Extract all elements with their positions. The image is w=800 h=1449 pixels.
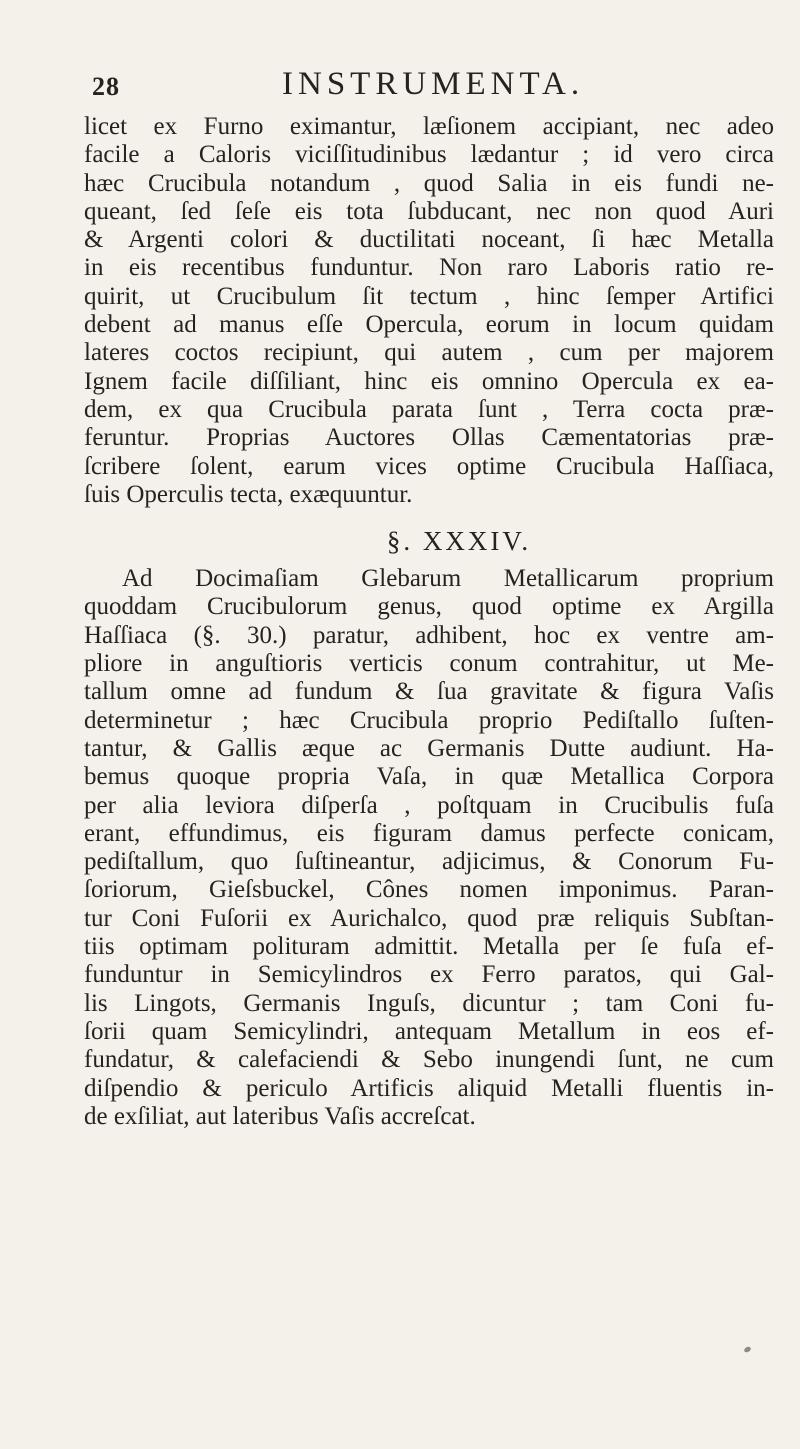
text-line: Ignem facile diſſiliant, hinc eis omnino Opercula ex ea- xyxy=(84,367,774,395)
text-line: tur Coni Fuſorii ex Aurichalco, quod præ reliquis Subſtan- xyxy=(84,904,774,932)
text-line: quirit, ut Crucibulum ſit tectum , hinc ſemper Artifici xyxy=(84,282,774,310)
paragraph-1 xyxy=(84,113,774,509)
text-line: diſpendio & periculo Artificis aliquid Metalli fluentis in- xyxy=(84,1074,774,1102)
body-text xyxy=(84,113,774,1131)
text-line: facile a Caloris viciſſitudinibus lædantur ; id vero circa xyxy=(84,141,774,169)
page-header xyxy=(92,66,772,106)
text-line: Haſſiaca (§. 30.) paratur, adhibent, hoc ex ventre am- xyxy=(84,621,774,649)
text-line: dem, ex qua Crucibula parata ſunt , Terra cocta præ- xyxy=(84,395,774,423)
text-line: tantur, & Gallis æque ac Germanis Dutte audiunt. Ha- xyxy=(84,734,774,762)
text-line: & Argenti colori & ductilitati noceant, ſi hæc Metalla xyxy=(84,226,774,254)
text-line: debent ad manus eſſe Opercula, eorum in locum quidam xyxy=(84,311,774,339)
running-title: INSTRUMENTA. xyxy=(282,66,585,102)
text-line: tallum omne ad fundum & ſua gravitate & figura Vaſis xyxy=(84,678,774,706)
text-line: ſoriorum, Gieſsbuckel, Cônes nomen imponimus. Paran- xyxy=(84,876,774,904)
text-line: de exſiliat, aut lateribus Vaſis accreſcat. xyxy=(84,1102,476,1130)
text-line: Ad Docimaſiam Glebarum Metallicarum proprium xyxy=(122,565,774,593)
text-line: determinetur ; hæc Crucibula proprio Pediſtallo ſuſten- xyxy=(84,706,774,734)
page-number: 28 xyxy=(92,72,120,101)
section-heading: §. XXXIV. xyxy=(386,526,532,557)
text-line: licet ex Furno eximantur, læſionem accipiant, nec adeo xyxy=(84,113,774,140)
text-line: erant, effundimus, eis figuram damus perfecte conicam, xyxy=(84,819,774,847)
text-line: per alia leviora diſperſa , poſtquam in Crucibulis fuſa xyxy=(84,791,774,819)
text-line: ſuis Operculis tecta, exæquuntur. xyxy=(84,480,413,508)
text-line: feruntur. Proprias Auctores Ollas Cæmentatorias præ- xyxy=(84,424,774,452)
text-line: lis Lingots, Germanis Inguſs, dicuntur ; tam Coni fu- xyxy=(84,989,774,1017)
text-line: hæc Crucibula notandum , quod Salia in eis fundi ne- xyxy=(84,169,774,197)
text-line: ſorii quam Semicylindri, antequam Metallum in eos ef- xyxy=(84,1017,774,1045)
text-line: funduntur in Semicylindros ex Ferro paratos, qui Gal- xyxy=(84,961,774,989)
text-line: in eis recentibus funduntur. Non raro Laboris ratio re- xyxy=(84,254,774,282)
text-line: pediſtallum, quo ſuſtineantur, adjicimus, & Conorum Fu- xyxy=(84,848,774,876)
paper-speck xyxy=(743,1346,752,1354)
text-line: bemus quoque propria Vaſa, in quæ Metallica Corpora xyxy=(84,763,774,791)
paragraph-2 xyxy=(84,565,774,1131)
text-line: queant, ſed ſeſe eis tota ſubducant, nec non quod Auri xyxy=(84,197,774,225)
text-line: lateres coctos recipiunt, qui autem , cum per majorem xyxy=(84,339,774,367)
text-line: ſcribere ſolent, earum vices optime Crucibula Haſſiaca, xyxy=(84,452,774,480)
text-line: tiis optimam polituram admittit. Metalla per ſe fuſa ef- xyxy=(84,933,774,961)
text-line: fundatur, & calefaciendi & Sebo inungendi ſunt, ne cum xyxy=(84,1046,774,1074)
text-line: pliore in anguſtioris verticis conum contrahitur, ut Me- xyxy=(84,650,774,678)
text-line: quoddam Crucibulorum genus, quod optime ex Argilla xyxy=(84,593,774,621)
